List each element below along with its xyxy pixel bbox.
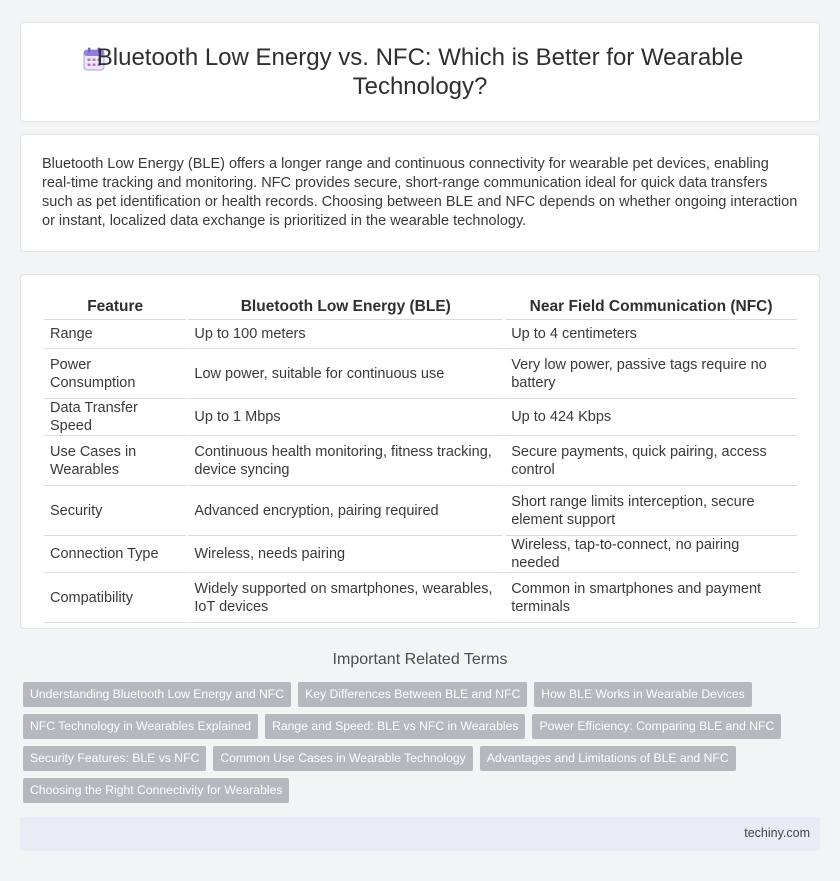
intro-paragraph: Bluetooth Low Energy (BLE) offers a longer range and continuous connectivity for wearable pet devices, enabling real-time tracking and monitoring. NFC provides secure, short-range communication ideal for quick data transfers such as pet identification or health records. Choosing between BLE and NFC depends on whether ongoing interaction or instant, localized data exchange is prioritized in the wearable technology. bbox=[42, 156, 798, 229]
feature-cell: Connection Type bbox=[44, 536, 186, 573]
related-term-link[interactable]: Common Use Cases in Wearable Technology bbox=[213, 746, 472, 771]
table-header-row bbox=[44, 293, 797, 320]
nfc-cell: Short range limits interception, secure element support bbox=[505, 486, 797, 536]
related-terms-title: Important Related Terms bbox=[332, 651, 508, 668]
page-title: Bluetooth Low Energy vs. NFC: Which is Better for Wearable Technology? bbox=[96, 44, 744, 100]
related-term-link[interactable]: Power Efficiency: Comparing BLE and NFC bbox=[532, 714, 781, 739]
table-row bbox=[44, 349, 797, 399]
ble-cell: Up to 1 Mbps bbox=[188, 399, 503, 436]
feature-cell: Power Consumption bbox=[44, 349, 186, 399]
nfc-cell: Up to 4 centimeters bbox=[505, 320, 797, 349]
ble-cell: Advanced encryption, pairing required bbox=[188, 486, 503, 536]
header-ble: Bluetooth Low Energy (BLE) bbox=[188, 293, 503, 320]
header-feature: Feature bbox=[44, 293, 186, 320]
nfc-cell: Secure payments, quick pairing, access control bbox=[505, 436, 797, 486]
ble-cell: Up to 100 meters bbox=[188, 320, 503, 349]
feature-cell: Use Cases in Wearables bbox=[44, 436, 186, 486]
feature-cell: Compatibility bbox=[44, 573, 186, 623]
related-term-link[interactable]: Advantages and Limitations of BLE and NFC bbox=[480, 746, 736, 771]
table-row bbox=[44, 486, 797, 536]
comparison-table bbox=[42, 293, 799, 623]
footer bbox=[20, 817, 820, 851]
table-row bbox=[44, 399, 797, 436]
feature-cell: Data Transfer Speed bbox=[44, 399, 186, 436]
table-row bbox=[44, 536, 797, 573]
feature-cell: Range bbox=[44, 320, 186, 349]
site-name[interactable]: techiny.com bbox=[744, 826, 810, 840]
ble-cell: Widely supported on smartphones, wearables, IoT devices bbox=[188, 573, 503, 623]
related-term-link[interactable]: Security Features: BLE vs NFC bbox=[23, 746, 206, 771]
feature-cell: Security bbox=[44, 486, 186, 536]
nfc-cell: Wireless, tap-to-connect, no pairing needed bbox=[505, 536, 797, 573]
intro-card bbox=[20, 134, 820, 252]
related-term-link[interactable]: Understanding Bluetooth Low Energy and NFC bbox=[23, 682, 291, 707]
related-term-link[interactable]: Range and Speed: BLE vs NFC in Wearables bbox=[265, 714, 525, 739]
ble-cell: Wireless, needs pairing bbox=[188, 536, 503, 573]
related-term-link[interactable]: NFC Technology in Wearables Explained bbox=[23, 714, 258, 739]
ble-cell: Low power, suitable for continuous use bbox=[188, 349, 503, 399]
related-term-link[interactable]: How BLE Works in Wearable Devices bbox=[534, 682, 751, 707]
related-terms-list bbox=[23, 682, 818, 803]
table-row bbox=[44, 436, 797, 486]
comparison-card bbox=[20, 274, 820, 629]
related-term-link[interactable]: Choosing the Right Connectivity for Wearables bbox=[23, 778, 289, 803]
nfc-cell: Very low power, passive tags require no battery bbox=[505, 349, 797, 399]
table-row bbox=[44, 320, 797, 349]
header-nfc: Near Field Communication (NFC) bbox=[505, 293, 797, 320]
nfc-cell: Common in smartphones and payment terminals bbox=[505, 573, 797, 623]
related-term-link[interactable]: Key Differences Between BLE and NFC bbox=[298, 682, 527, 707]
nfc-cell: Up to 424 Kbps bbox=[505, 399, 797, 436]
table-row bbox=[44, 573, 797, 623]
title-card bbox=[20, 22, 820, 122]
ble-cell: Continuous health monitoring, fitness tracking, device syncing bbox=[188, 436, 503, 486]
